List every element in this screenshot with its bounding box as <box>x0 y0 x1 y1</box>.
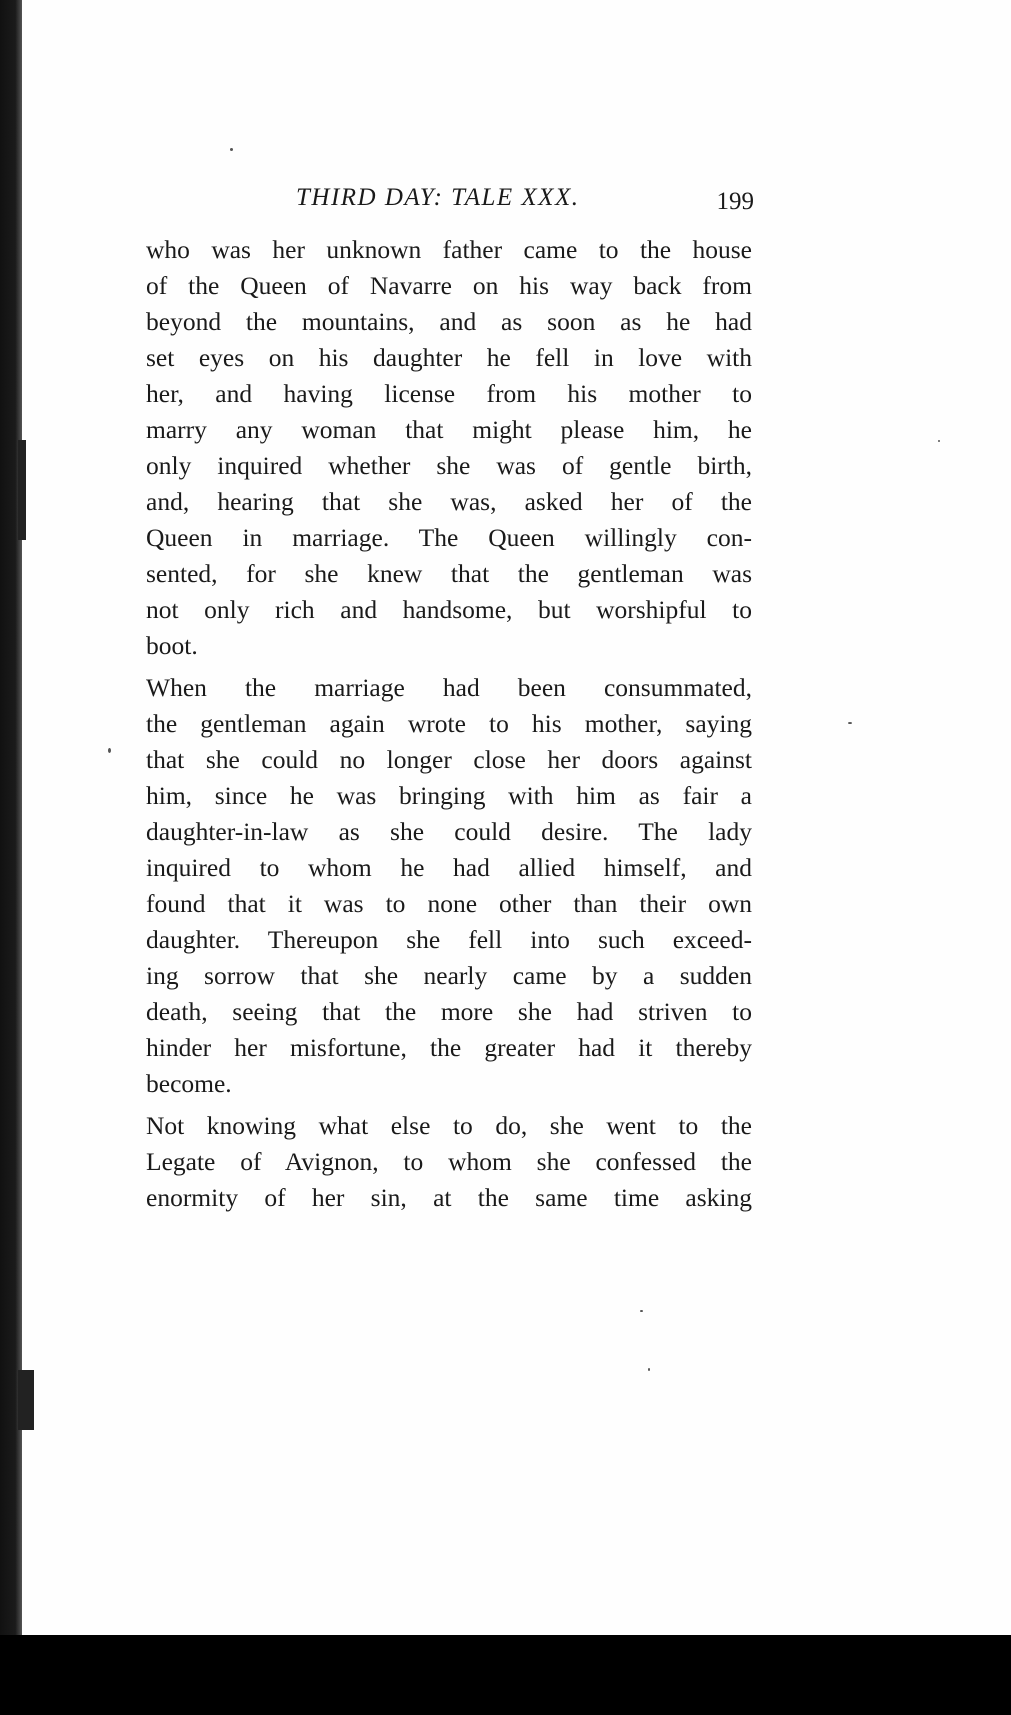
scan-speck <box>938 440 940 442</box>
text-line: marry any woman that might please him, he <box>146 415 752 444</box>
text-line: daughter. Thereupon she fell into such exceed- <box>146 925 752 954</box>
text-line: Legate of Avignon, to whom she confessed the <box>146 1147 752 1176</box>
page-number: 199 <box>716 188 754 215</box>
text-line: that she could no longer close her doors against <box>146 745 752 774</box>
paragraph-1 <box>146 232 752 664</box>
scan-speck <box>648 1368 650 1371</box>
text-line: only inquired whether she was of gentle birth, <box>146 451 752 480</box>
scan-speck <box>640 1310 643 1312</box>
text-line: death, seeing that the more she had striven to <box>146 997 752 1026</box>
text-line: enormity of her sin, at the same time asking <box>146 1183 752 1212</box>
body-text <box>146 232 752 1216</box>
text-line: not only rich and handsome, but worshipful to <box>146 595 752 624</box>
binding-mark <box>18 440 26 540</box>
text-line: of the Queen of Navarre on his way back from <box>146 271 752 300</box>
paragraph-2 <box>146 670 752 1102</box>
text-line: Not knowing what else to do, she went to the <box>146 1111 752 1140</box>
text-line-content: When the marriage had been consummated, <box>146 673 752 702</box>
text-line: daughter-in-law as she could desire. The lady <box>146 817 752 846</box>
text-line: found that it was to none other than their own <box>146 889 752 918</box>
text-line: inquired to whom he had allied himself, and <box>146 853 752 882</box>
text-line: the gentleman again wrote to his mother, saying <box>146 709 752 738</box>
scan-speck <box>848 722 852 724</box>
running-title: THIRD DAY: TALE XXX. <box>296 184 580 211</box>
text-line: become. <box>146 1069 232 1098</box>
text-line: beyond the mountains, and as soon as he had <box>146 307 752 336</box>
scan-bottom-edge <box>0 1635 1011 1715</box>
text-line: Queen in marriage. The Queen willingly con- <box>146 523 752 552</box>
text-line: sented, for she knew that the gentleman was <box>146 559 752 588</box>
paragraph-3 <box>146 1108 752 1216</box>
text-line: her, and having license from his mother to <box>146 379 752 408</box>
text-line: set eyes on his daughter he fell in love with <box>146 343 752 372</box>
text-line: and, hearing that she was, asked her of the <box>146 487 752 516</box>
text-line: him, since he was bringing with him as fair a <box>146 781 752 810</box>
scan-speck <box>108 748 111 753</box>
binding-mark <box>18 1370 34 1430</box>
text-line: who was her unknown father came to the house <box>146 235 752 264</box>
running-head <box>146 184 754 218</box>
text-line: hinder her misfortune, the greater had it thereby <box>146 1033 752 1062</box>
text-line: ing sorrow that she nearly came by a sudden <box>146 961 752 990</box>
binding-edge <box>0 0 22 1715</box>
text-line <box>146 670 752 706</box>
scan-speck <box>230 148 233 151</box>
text-line: boot. <box>146 631 198 660</box>
